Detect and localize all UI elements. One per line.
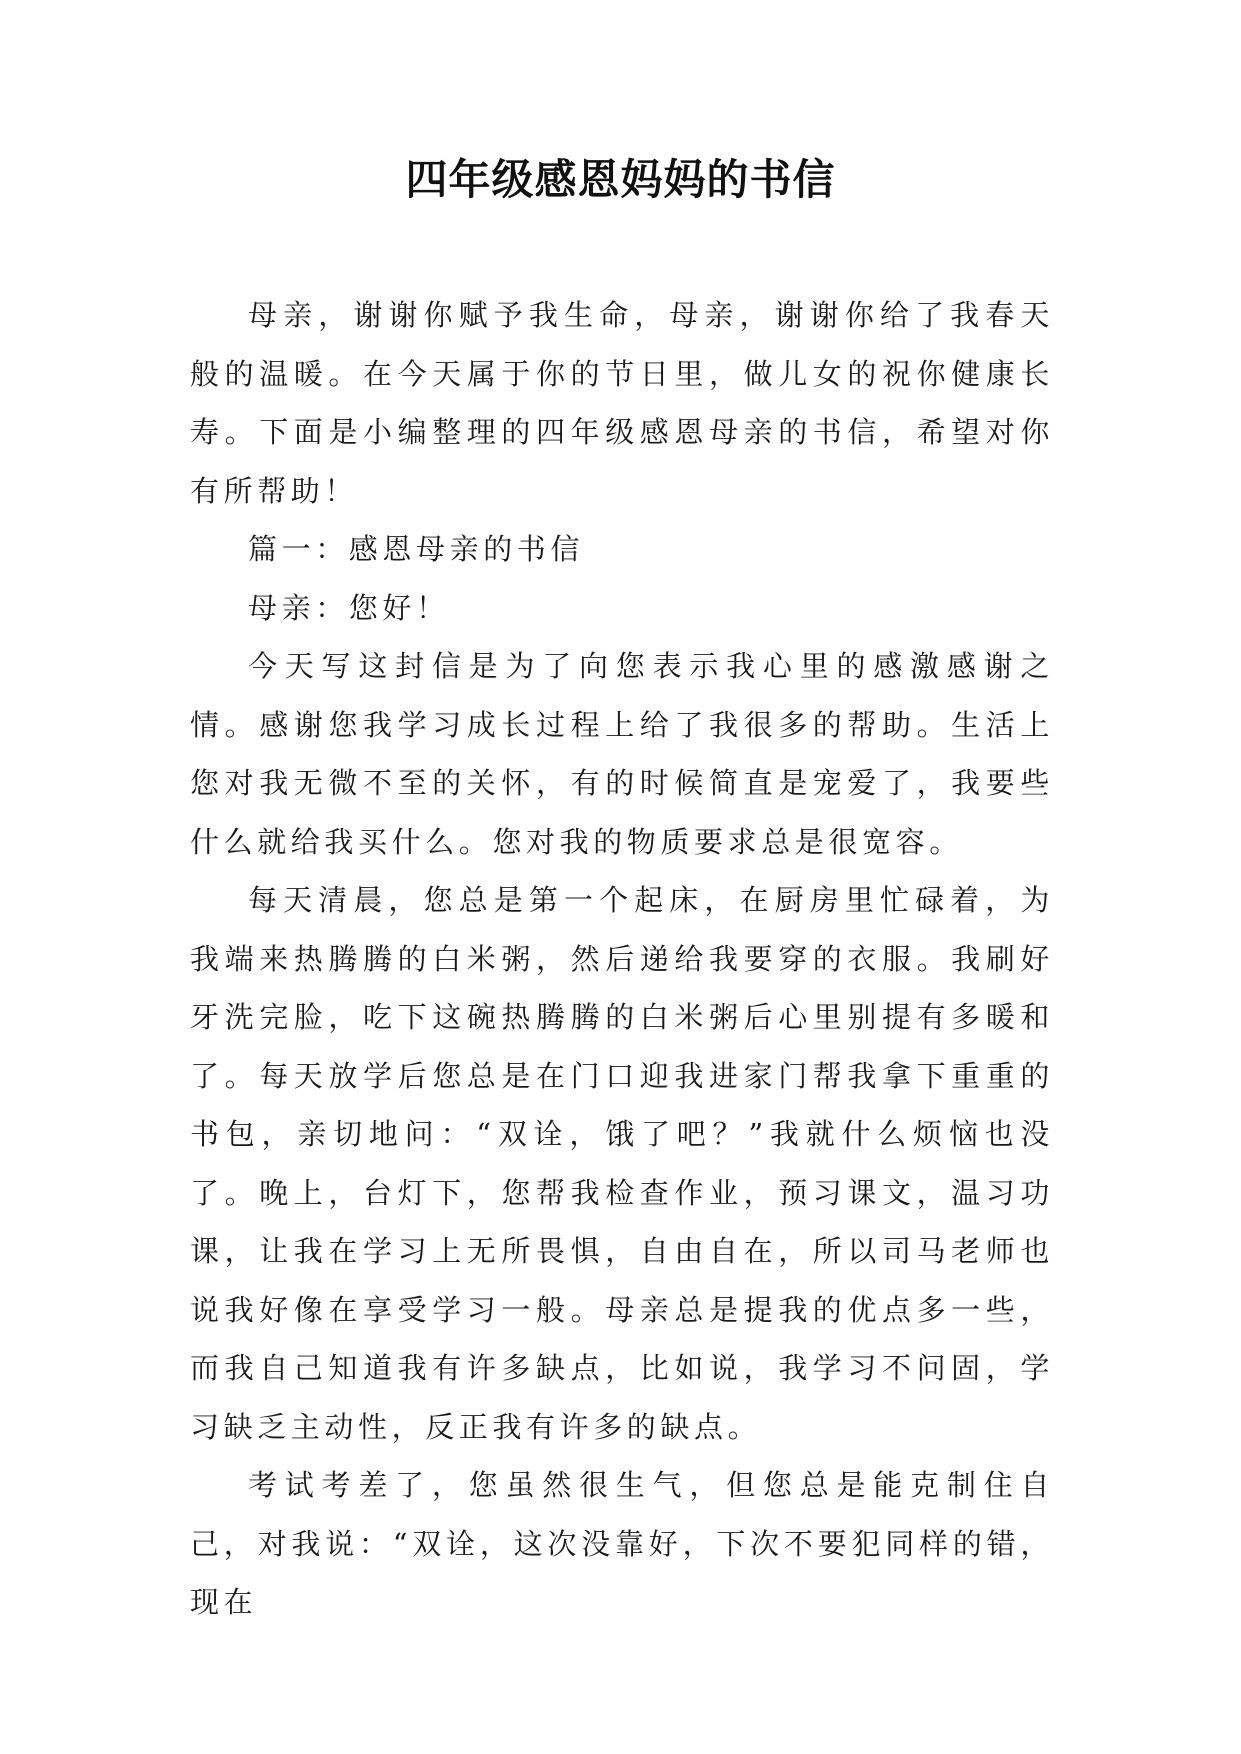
document-body (190, 286, 1054, 1632)
intro-paragraph: 母亲，谢谢你赋予我生命，母亲，谢谢你给了我春天般的温暖。在今天属于你的节日里，做儿女的祝你健康长寿。下面是小编整理的四年级感恩母亲的书信，希望对你有所帮助！ (190, 298, 1054, 508)
letter-paragraph: 考试考差了，您虽然很生气，但您总是能克制住自己，对我说：“双诠，这次没靠好，下次不要犯同样的错，现在 (190, 1468, 1054, 1619)
document-title: 四年级感恩妈妈的书信 (405, 155, 836, 204)
letter-salutation: 母亲：您好！ (248, 590, 450, 625)
section-heading: 篇一：感恩母亲的书信 (248, 532, 585, 566)
letter-paragraph: 今天写这封信是为了向您表示我心里的感激感谢之情。感谢您我学习成长过程上给了我很多的帮助。生活上您对我无微不至的关怀，有的时候简直是宠爱了，我要些什么就给我买什么。您对我的物质要求总是很宽容。 (190, 649, 1054, 859)
letter-paragraph: 每天清晨，您总是第一个起床，在厨房里忙碌着，为我端来热腾腾的白米粥，然后递给我要穿的衣服。我刷好牙洗完脸，吃下这碗热腾腾的白米粥后心里别提有多暖和了。每天放学后您总是在门口迎我进家门帮我拿下重重的书包，亲切地问：“双诠，饿了吧？”我就什么烦恼也没了。晚上，台灯下，您帮我检查作业，预习课文，温习功课，让我在学习上无所畏惧，自由自在，所以司马老师也说我好像在享受学习一般。母亲总是提我的优点多一些，而我自己知道我有许多缺点，比如说，我学习不问固，学习缺乏主动性，反正我有许多的缺点。 (190, 883, 1054, 1444)
